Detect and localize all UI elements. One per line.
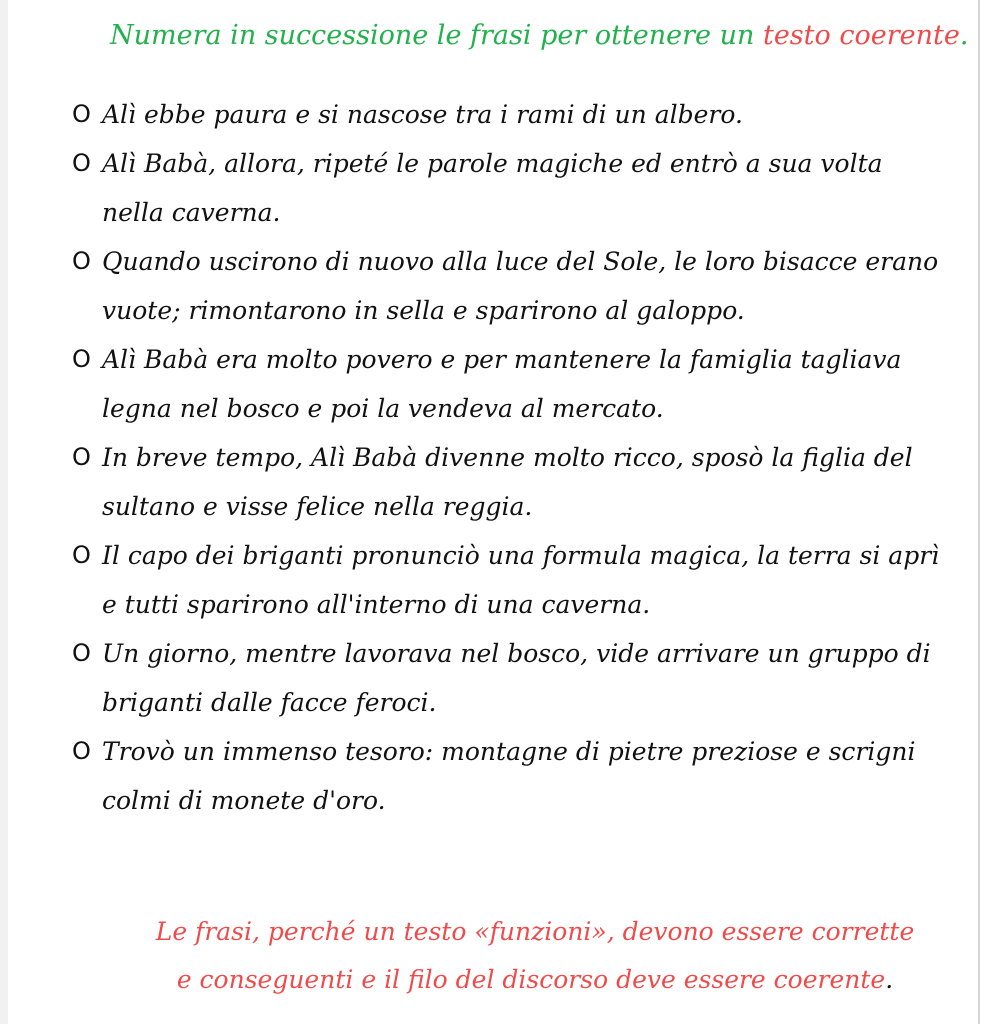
- list-item: [72, 727, 952, 825]
- title-accent: testo coerente: [762, 20, 960, 51]
- sentence-list: [72, 90, 952, 825]
- sentence-text: Trovò un immenso tesoro: montagne di pietre preziose e scrigni colmi di monete d'oro.: [102, 737, 916, 815]
- number-circle[interactable]: O: [72, 149, 91, 177]
- number-circle[interactable]: O: [72, 639, 91, 667]
- list-item: [72, 433, 952, 531]
- rule-note-line-2-text: e conseguenti e il filo del discorso deve essere coerente: [176, 965, 886, 994]
- rule-note-period: .: [885, 965, 894, 994]
- title-end: .: [959, 20, 969, 51]
- number-circle[interactable]: O: [72, 345, 91, 373]
- sentence-text: Quando uscirono di nuovo alla luce del Sole, le loro bisacce erano vuote; rimontarono in sella e sparirono al galoppo.: [102, 247, 939, 325]
- rule-note: [0, 908, 993, 1004]
- sentence-text: In breve tempo, Alì Babà divenne molto ricco, sposò la figlia del sultano e visse felice nella reggia.: [102, 443, 913, 521]
- sentence-text: Alì Babà, allora, ripeté le parole magiche ed entrò a sua volta nella caverna.: [102, 149, 883, 227]
- page-left-margin: [0, 0, 8, 1024]
- number-circle[interactable]: O: [72, 100, 91, 128]
- list-item: [72, 237, 952, 335]
- number-circle[interactable]: O: [72, 247, 91, 275]
- number-circle[interactable]: O: [72, 737, 91, 765]
- list-item: [72, 139, 952, 237]
- sentence-text: Alì Babà era molto povero e per mantenere la famiglia tagliava legna nel bosco e poi la vendeva al mercato.: [102, 345, 902, 423]
- list-item: [72, 531, 952, 629]
- rule-note-line-1: Le frasi, perché un testo «funzioni», devono essere corrette: [155, 917, 915, 946]
- number-circle[interactable]: O: [72, 541, 91, 569]
- title-main: Numera in successione le frasi per ottenere un: [110, 20, 763, 51]
- sentence-text: Alì ebbe paura e si nascose tra i rami di un albero.: [102, 100, 743, 129]
- sentence-text: Un giorno, mentre lavorava nel bosco, vide arrivare un gruppo di briganti dalle facce feroci.: [102, 639, 931, 717]
- list-item: [72, 90, 952, 139]
- page-title: [110, 16, 968, 56]
- number-circle[interactable]: O: [72, 443, 91, 471]
- list-item: [72, 335, 952, 433]
- rule-note-line-2: [0, 956, 993, 1004]
- page-right-edge: [978, 0, 980, 1024]
- list-item: [72, 629, 952, 727]
- sentence-text: Il capo dei briganti pronunciò una formula magica, la terra si aprì e tutti sparirono all'interno di una caverna.: [102, 541, 940, 619]
